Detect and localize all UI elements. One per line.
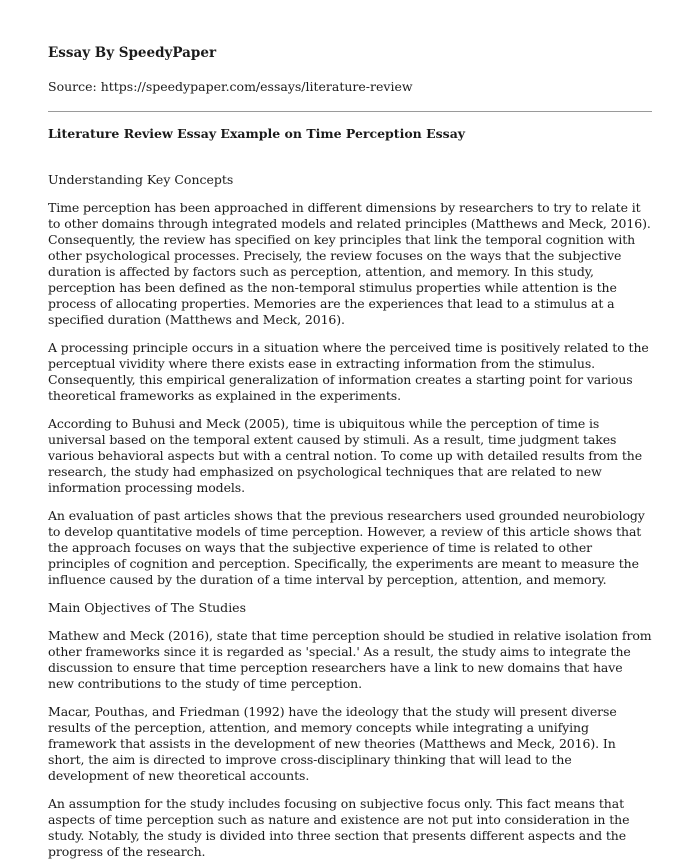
paragraph: Mathew and Meck (2016), state that time perception should be studied in relative isolation from other frameworks since it is regarded as 'special.' As a result, the study aims to integrate the discussion to ensure that time perception researchers have a link to new domains that have new contributions to the study of time perception. [48, 628, 652, 691]
section-main-objectives [48, 600, 652, 860]
paragraph: According to Buhusi and Meck (2005), time is ubiquitous while the perception of time is universal based on the temporal extent caused by stimuli. As a result, time judgment takes various behavioral aspects but with a central notion. To come up with detailed results from the research, the study had emphasized on psychological techniques that are related to new information processing models. [48, 416, 643, 495]
section-heading: Main Objectives of The Studies [48, 600, 246, 615]
section-heading: Understanding Key Concepts [48, 172, 234, 187]
paragraph: Macar, Pouthas, and Friedman (1992) have the ideology that the study will present diverse results of the perception, attention, and memory concepts while integrating a unifying framework that assists in the development of new theories (Matthews and Meck, 2016). In short, the aim is directed to improve cross-disciplinary thinking that will lead to the development of new theoretical accounts. [48, 704, 617, 783]
paragraph: An evaluation of past articles shows that the previous researchers used grounded neurobiology to develop quantitative models of time perception. However, a review of this article shows that the approach focuses on ways that the subjective experience of time is related to other principles of cognition and perception. Specifically, the experiments are meant to measure the influence caused by the duration of a time interval by perception, attention, and memory. [48, 508, 645, 587]
brand-title: Essay By SpeedyPaper [48, 45, 217, 61]
source-line: Source: https://speedypaper.com/essays/literature-review [48, 79, 413, 94]
document-body [48, 172, 652, 860]
paragraph: An assumption for the study includes focusing on subjective focus only. This fact means that aspects of time perception such as nature and existence are not put into consideration in the study. Notably, the study is divided into three section that presents different aspects and the progress of the research. [48, 796, 630, 859]
header-divider [48, 111, 652, 112]
paragraph: A processing principle occurs in a situation where the perceived time is positively related to the perceptual vividity where there exists ease in extracting information from the stimulus. Consequently, this empirical generalization of information creates a starting point for various theoretical frameworks as explained in the experiments. [48, 340, 649, 403]
document-title: Literature Review Essay Example on Time Perception Essay [48, 126, 466, 141]
paragraph: Time perception has been approached in different dimensions by researchers to try to relate it to other domains through integrated models and related principles (Matthews and Meck, 2016). Consequently, the review has specified on key principles that link the temporal cognition with other psychological processes. Precisely, the review focuses on the ways that the subjective duration is affected by factors such as perception, attention, and memory. In this study, perception has been defined as the non-temporal stimulus properties while attention is the process of allocating properties. Memories are the experiences that lead to a stimulus at a specified duration (Matthews and Meck, 2016). [48, 200, 651, 327]
section-understanding-key-concepts [48, 172, 652, 588]
